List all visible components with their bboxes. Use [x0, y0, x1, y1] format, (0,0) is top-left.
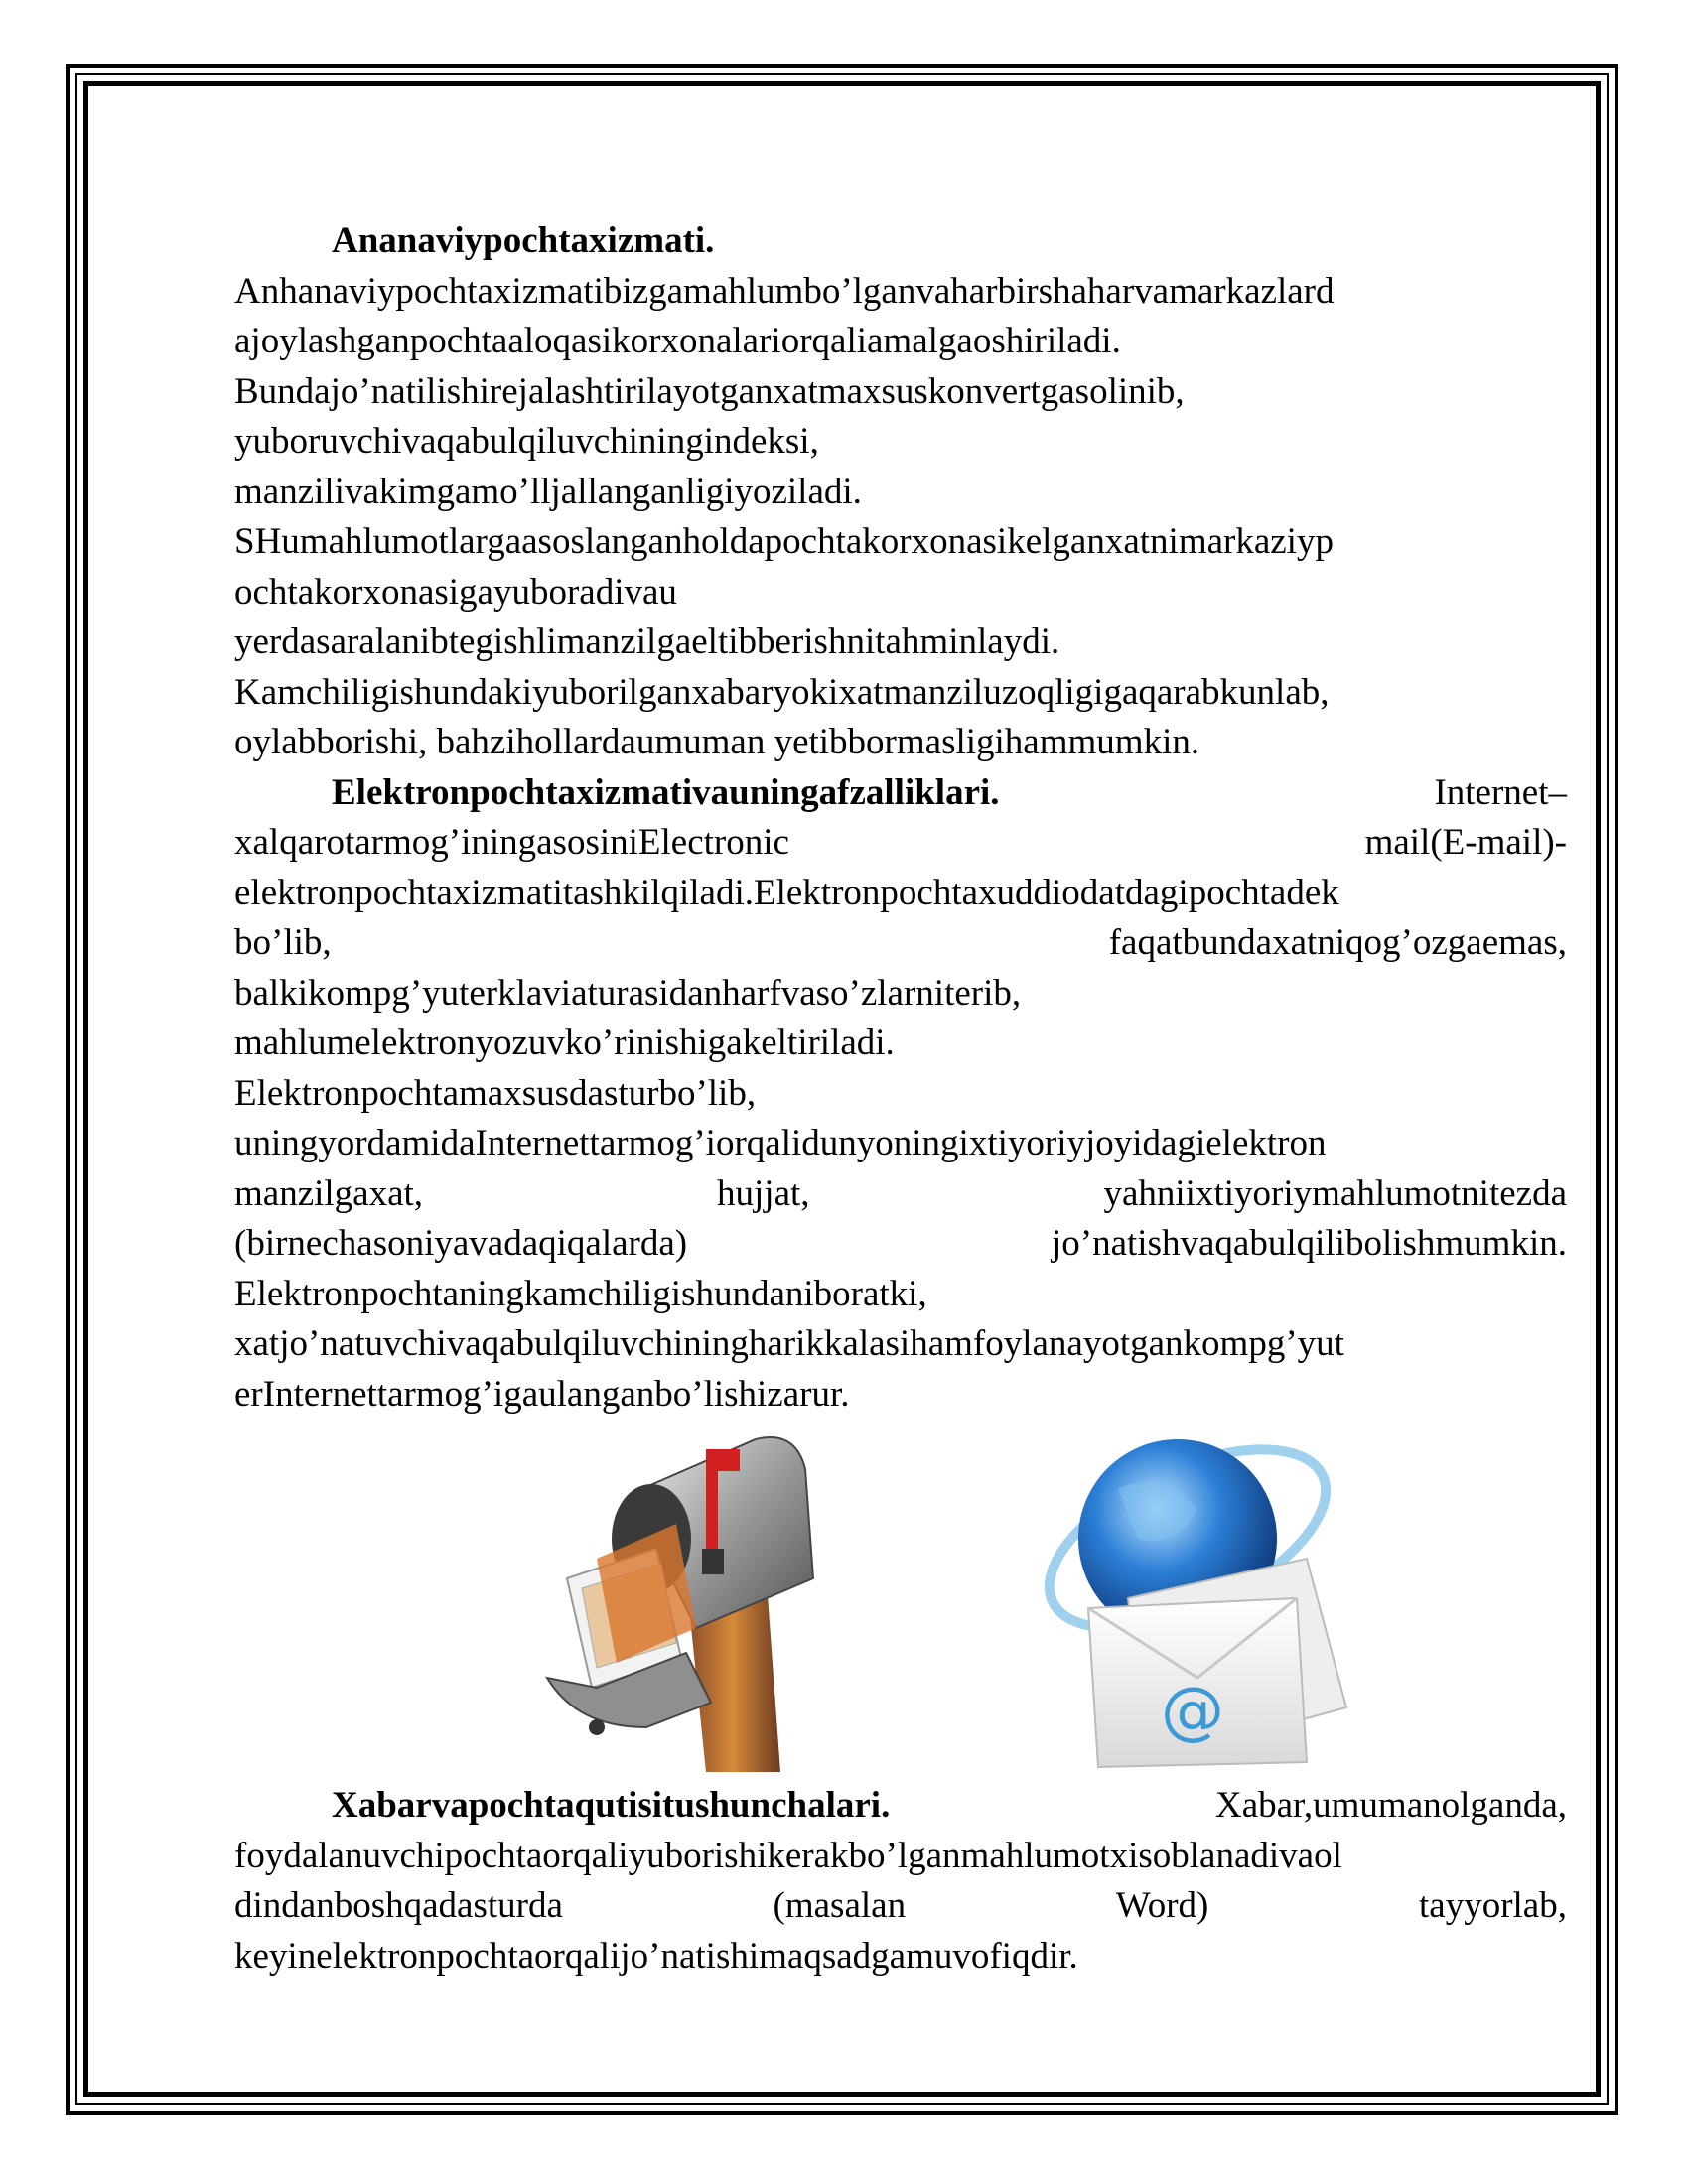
text-line	[234, 1169, 1567, 1220]
text-line: xatjo’natuvchivaqabulqiluvchiningharikkalasihamfoylanayotgankompg’yut	[234, 1323, 1344, 1364]
text-line: Kamchiligishundakiyuborilganxabaryokixatmanziluzoqligigaqarabkunlab,	[234, 671, 1330, 713]
email-globe-icon	[1029, 1430, 1366, 1772]
text-line	[234, 918, 1567, 969]
text-line: oylabborishi, bahzihollardaumuman yetibbormasligihammumkin.	[234, 722, 1200, 762]
text-line	[234, 1219, 1567, 1270]
text-line: Anhanaviypochtaxizmatibizgamahlumbo’lganvaharbirshaharvamarkazlard	[234, 270, 1335, 312]
text-fragment: yahniixtiyoriymahlumotnitezda	[1103, 1172, 1567, 1214]
text-line: foydalanuvchipochtaorqaliyuborishikerakbo’lganmahlumotxisoblanadivaol	[234, 1835, 1342, 1876]
text-line: erInternettarmog’igaulanganbo’lishizarur.	[234, 1373, 850, 1415]
text-fragment: hujjat,	[717, 1172, 810, 1214]
section-heading: Xabarvapochtaqutisitushunchalari.	[332, 1785, 891, 1826]
text-line: manzilivakimgamo’lljallanganligiyoziladi.	[234, 471, 862, 512]
section-email-advantages	[234, 768, 1567, 1421]
text-line: Bundajo’natilishirejalashtirilayotganxatmaxsuskonvertgasolinib,	[234, 370, 1185, 412]
section-traditional-mail	[234, 216, 1567, 768]
text-line: balkikompg’yuterklaviaturasidanharfvaso’zlarniterib,	[234, 972, 1022, 1014]
section-message-mailbox	[234, 1781, 1567, 1981]
text-fragment: dindanboshqadasturda	[234, 1885, 563, 1926]
text-line: Elektronpochtamaxsusdasturbo’lib,	[234, 1072, 757, 1114]
mailbox-icon	[537, 1430, 825, 1772]
document-body	[234, 216, 1567, 1981]
text-line: ajoylashganpochtaaloqasikorxonalariorqaliamalgaoshiriladi.	[234, 321, 1121, 361]
text-line: uningyordamidaInternettarmog’iorqalidunyoningixtiyoriyjoyidagielektron	[234, 1123, 1327, 1163]
text-fragment: manzilgaxat,	[234, 1172, 424, 1214]
text-fragment: (masalan	[773, 1885, 907, 1926]
section-heading: Elektronpochtaxizmativauningafzalliklari.	[332, 771, 1000, 813]
text-line: SHumahlumotlargaasoslanganholdapochtakorxonasikelganxatnimarkaziyp	[234, 521, 1334, 562]
text-line: yuboruvchivaqabulqiluvchiningindeksi,	[234, 421, 819, 462]
text-fragment: Word)	[1115, 1885, 1209, 1926]
text-fragment: Internet–	[1434, 771, 1567, 813]
text-line	[234, 1881, 1567, 1932]
text-line: yerdasaralanibtegishlimanzilgaeltibberishnitahminlaydi.	[234, 621, 1060, 662]
text-line	[234, 768, 1567, 819]
section-heading: Ananaviypochtaxizmati.	[332, 220, 715, 261]
text-fragment: mail(E-mail)-	[1364, 822, 1567, 863]
text-line	[234, 1781, 1567, 1832]
text-line: Elektronpochtaningkamchiligishundaniboratki,	[234, 1273, 927, 1314]
text-line: keyinelektronpochtaorqalijo’natishimaqsadgamuvofiqdir.	[234, 1935, 1078, 1977]
text-fragment: Xabar,umumanolganda,	[1214, 1785, 1567, 1826]
illustrations	[234, 1430, 1567, 1777]
text-fragment: jo’natishvaqabulqilibolishmumkin.	[1052, 1223, 1567, 1264]
text-line: mahlumelektronyozuvko’rinishigakeltiriladi.	[234, 1023, 895, 1063]
text-fragment: faqatbundaxatniqog’ozgaemas,	[1108, 922, 1567, 963]
at-sign: @	[1161, 1675, 1224, 1748]
text-line: ochtakorxonasigayuboradivau	[234, 571, 677, 613]
text-fragment: tayyorlab,	[1419, 1885, 1567, 1926]
text-line	[234, 818, 1567, 869]
text-fragment: bo’lib,	[234, 922, 332, 963]
text-fragment: (birnechasoniyavadaqiqalarda)	[234, 1223, 688, 1264]
text-line: elektronpochtaxizmatitashkilqiladi.Elektronpochtaxuddiodatdagipochtadek	[234, 872, 1339, 913]
text-fragment: xalqarotarmog’iningasosiniElectronic	[234, 822, 789, 863]
